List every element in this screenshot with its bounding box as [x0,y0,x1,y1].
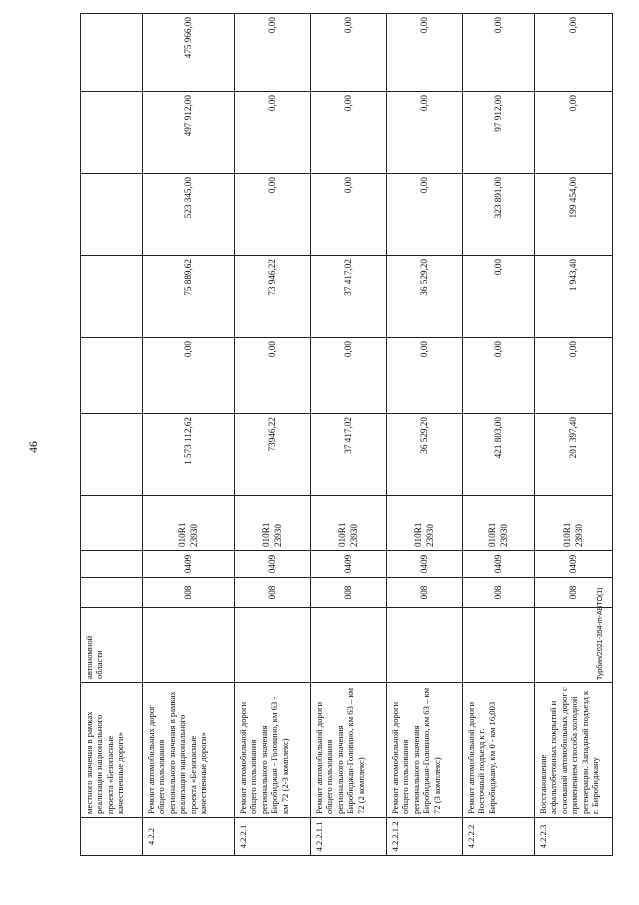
row-grbs-cell: 008 [311,578,387,608]
row-grbs-cell: 008 [535,578,613,608]
row-value-2020-cell: 36 529,20 [387,256,463,338]
row-value-2021-cell: 0,00 [235,174,311,256]
row-value-2023-cell: 0,00 [387,14,463,92]
row-value-2023-cell: 475 966,00 [143,14,235,92]
table-body [81,14,613,856]
row-number-cell: 4.2.2.1.2 [387,818,463,856]
row-value-2023-cell: 0,00 [311,14,387,92]
table-row [81,14,143,856]
page-number: 46 [26,441,40,453]
row-name-cell: Ремонт автомобильной дороги Восточный подъезд к г. Биробиджану, км 0 - км 16,003 [463,683,535,818]
row-value-2020-cell: 0,00 [463,256,535,338]
row-grbs-cell: 008 [143,578,235,608]
row-value-2019-cell: 0,00 [235,338,311,414]
row-grbs-cell: 008 [387,578,463,608]
row-name-cell: Ремонт автомобильных дорог общего пользования регионального значения в рамках реализации национального проекта «Безопасные качественные дороги» [143,683,235,818]
row-executor-cell [235,608,311,683]
header-num-cell [81,818,143,856]
empty-cell [81,578,143,608]
row-rzpr-cell: 0409 [463,551,535,578]
row-value-2019-cell: 0,00 [387,338,463,414]
row-value-2020-cell: 75 889,62 [143,256,235,338]
table-row [235,14,311,856]
row-executor-cell [311,608,387,683]
row-value-2020-cell: 1 943,40 [535,256,613,338]
table-row [311,14,387,856]
table-row [143,14,235,856]
header-executor-cell: автономной области [81,608,143,683]
row-kcsr-cell: 010R1 23930 [143,496,235,551]
row-rzpr-cell: 0409 [535,551,613,578]
header-name-cell: местного значения в рамках реализации национального проекта «Безопасные качественные дороги» [81,683,143,818]
row-value-2023-cell: 0,00 [235,14,311,92]
row-value-total-cell: 73946,22 [235,414,311,496]
row-kcsr-cell: 010R1 23930 [387,496,463,551]
row-value-2022-cell: 497 912,00 [143,92,235,174]
row-value-2023-cell: 0,00 [463,14,535,92]
row-value-2022-cell: 0,00 [235,92,311,174]
row-rzpr-cell: 0409 [311,551,387,578]
row-executor-cell [387,608,463,683]
row-value-total-cell: 421 803,00 [463,414,535,496]
row-number-cell: 4.2.2.1 [235,818,311,856]
row-number-cell: 4.2.2.2 [463,818,535,856]
row-kcsr-cell: 010R1 23930 [235,496,311,551]
empty-cell [81,551,143,578]
row-value-2021-cell: 0,00 [387,174,463,256]
row-value-2021-cell: 199 454,00 [535,174,613,256]
row-value-2019-cell: 0,00 [143,338,235,414]
row-value-2019-cell: 0,00 [311,338,387,414]
row-value-2020-cell: 37 417,02 [311,256,387,338]
row-value-total-cell: 37 417,02 [311,414,387,496]
row-rzpr-cell: 0409 [143,551,235,578]
row-number-cell: 4.2.2.3 [535,818,613,856]
row-value-2019-cell: 0,00 [463,338,535,414]
row-executor-cell [143,608,235,683]
empty-cell [81,496,143,551]
row-executor-cell [463,608,535,683]
row-value-2022-cell: 97 912,00 [463,92,535,174]
row-number-cell: 4.2.2 [143,818,235,856]
row-kcsr-cell: 010R1 23930 [535,496,613,551]
empty-cell [81,14,143,92]
row-value-2019-cell: 0,00 [535,338,613,414]
row-name-cell: Ремонт автомобильной дороги общего пользования регионального значения Биробиджан-Головино, км 63 – км 72 (3 комплекс) [387,683,463,818]
row-name-cell: Восстановление асфальтобетонных покрытий и оснований автомобильных дорог с применением способа холодной регенерации. Западный подъезд к г. Биробиджану [535,683,613,818]
row-name-cell: Ремонт автомобильной дороги общего пользования регионального значения Биробиджан-Головино, км 63 – км 72 (2 комплекс) [311,683,387,818]
empty-cell [81,338,143,414]
row-value-2022-cell: 0,00 [311,92,387,174]
row-grbs-cell: 008 [463,578,535,608]
row-value-2023-cell: 0,00 [535,14,613,92]
budget-table [80,13,613,856]
table-row [463,14,535,856]
table-row [535,14,613,856]
row-rzpr-cell: 0409 [235,551,311,578]
row-number-cell: 4.2.2.1.1 [311,818,387,856]
row-rzpr-cell: 0409 [387,551,463,578]
row-value-2020-cell: 73 946,22 [235,256,311,338]
row-name-cell: Ремонт автомобильной дороги общего пользования регионального значения Биробиджан - Головино, км 63 - км 72 (2-3 комплекс) [235,683,311,818]
empty-cell [81,92,143,174]
row-value-2021-cell: 323 891,00 [463,174,535,256]
empty-cell [81,256,143,338]
row-kcsr-cell: 010R1 23930 [311,496,387,551]
row-value-total-cell: 201 397,40 [535,414,613,496]
table-row [387,14,463,856]
empty-cell [81,174,143,256]
empty-cell [81,414,143,496]
row-kcsr-cell: 010R1 23930 [463,496,535,551]
row-value-2022-cell: 0,00 [535,92,613,174]
row-value-total-cell: 36 529,20 [387,414,463,496]
row-value-2021-cell: 0,00 [311,174,387,256]
footer-code: Турбин/2021-354-m-ABTO(1) [597,587,604,680]
row-value-2021-cell: 523 345,00 [143,174,235,256]
row-value-total-cell: 1 573 112,62 [143,414,235,496]
row-value-2022-cell: 0,00 [387,92,463,174]
row-grbs-cell: 008 [235,578,311,608]
